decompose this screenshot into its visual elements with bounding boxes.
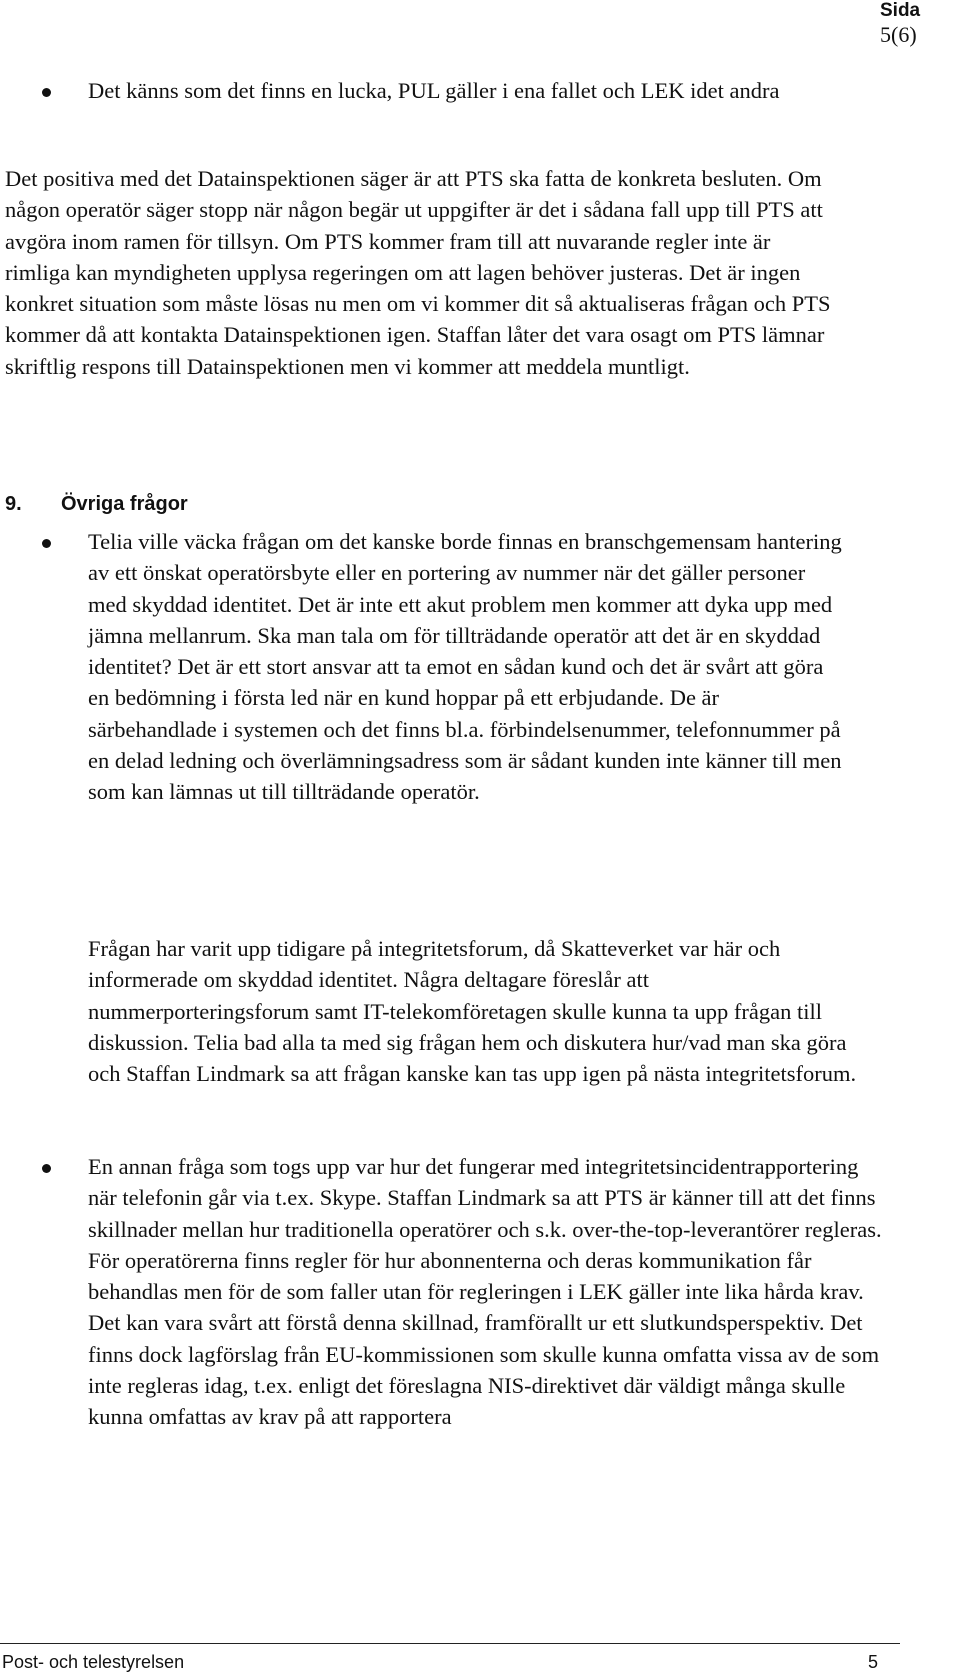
section-heading bbox=[5, 491, 188, 517]
section-number: 9. bbox=[5, 493, 22, 515]
bullet-icon bbox=[42, 1164, 51, 1173]
bullet-icon bbox=[42, 88, 51, 97]
page-label: Sida bbox=[880, 0, 921, 21]
bullet-text: En annan fråga som togs upp var hur det fungerar med integritetsincidentrapportering när telefonin går via t.ex. Skype. Staffan Lindmark sa att PTS är känner till att det finns skillnader mellan hur traditionella operatörer och s.k. over-the-top-leverantörer regleras. För operatörerna finns regler för hur abonnenterna och deras kommunikation får behandlas men för de som faller utan för regleringen i LEK gäller inte lika hårda krav. Det kan vara svårt att förstå denna skillnad, framförallt ur ett slutkundsperspektiv. Det finns dock lagförslag från EU-kommissionen som skulle kunna omfatta vissa av de som inte regleras idag, t.ex. enligt det föreslagna NIS-direktivet där väldigt många skulle kunna omfattas av krav på att rapportera bbox=[88, 1154, 882, 1430]
bullet-text: Telia ville väcka frågan om det kanske borde finnas en branschgemensam hantering av ett önskat operatörsbyte eller en portering av nummer när det gäller personer med skyddad identitet. Det är inte ett akut problem men kommer att dyka upp med jämna mellanrum. Ska man tala om för tillträdande operatör att det är en skyddad identitet? Det är ett stort ansvar att ta emot en sådan kund och det är svårt att göra en bedömning i första led när en kund hoppar på ett erbjudande. De är särbehandlade i systemen och det finns bl.a. förbindelsenummer, telefonnummer på en delad ledning och överlämningsadress som är sådant kunden inte känner till men som kan lämnas ut till tillträdande operatör. bbox=[88, 529, 842, 805]
footer-divider bbox=[0, 1643, 900, 1644]
footer-page-number: 5 bbox=[868, 1652, 879, 1672]
bullet-text: Det känns som det finns en lucka, PUL gäller i ena fallet och LEK idet andra bbox=[88, 78, 780, 103]
paragraph-datainspektionen: Det positiva med det Datainspektionen säger är att PTS ska fatta de konkreta besluten. Om någon operatör säger stopp när någon begär ut uppgifter är det i sådana fall upp till PTS att avgöra inom ramen för tillsyn. Om PTS kommer fram till att nuvarande regler inte är rimliga kan myndigheten upplysa regeringen om att lagen behöver justeras. Det är ingen konkret situation som måste lösas nu men om vi kommer dit så aktualiseras frågan och PTS kommer då att kontakta Datainspektionen igen. Staffan låter det vara osagt om PTS lämnar skriftlig respons till Datainspektionen men vi kommer att meddela muntligt. bbox=[5, 166, 831, 379]
footer-organization: Post- och telestyrelsen bbox=[2, 1652, 185, 1672]
paragraph-integritetsforum: Frågan har varit upp tidigare på integritetsforum, då Skatteverket var här och informerade om skyddad identitet. Några deltagare föreslår att nummerporteringsforum samt IT-telekomföretagen skulle kunna ta upp frågan till diskussion. Telia bad alla ta med sig frågan hem och diskutera hur/vad man ska göra och Staffan Lindmark sa att frågan kanske kan tas upp igen på nästa integritetsforum. bbox=[88, 936, 857, 1087]
section-title: Övriga frågor bbox=[61, 493, 188, 515]
page-of-total: 5(6) bbox=[880, 22, 917, 47]
page-header bbox=[880, 0, 960, 48]
bullet-icon bbox=[42, 539, 51, 548]
